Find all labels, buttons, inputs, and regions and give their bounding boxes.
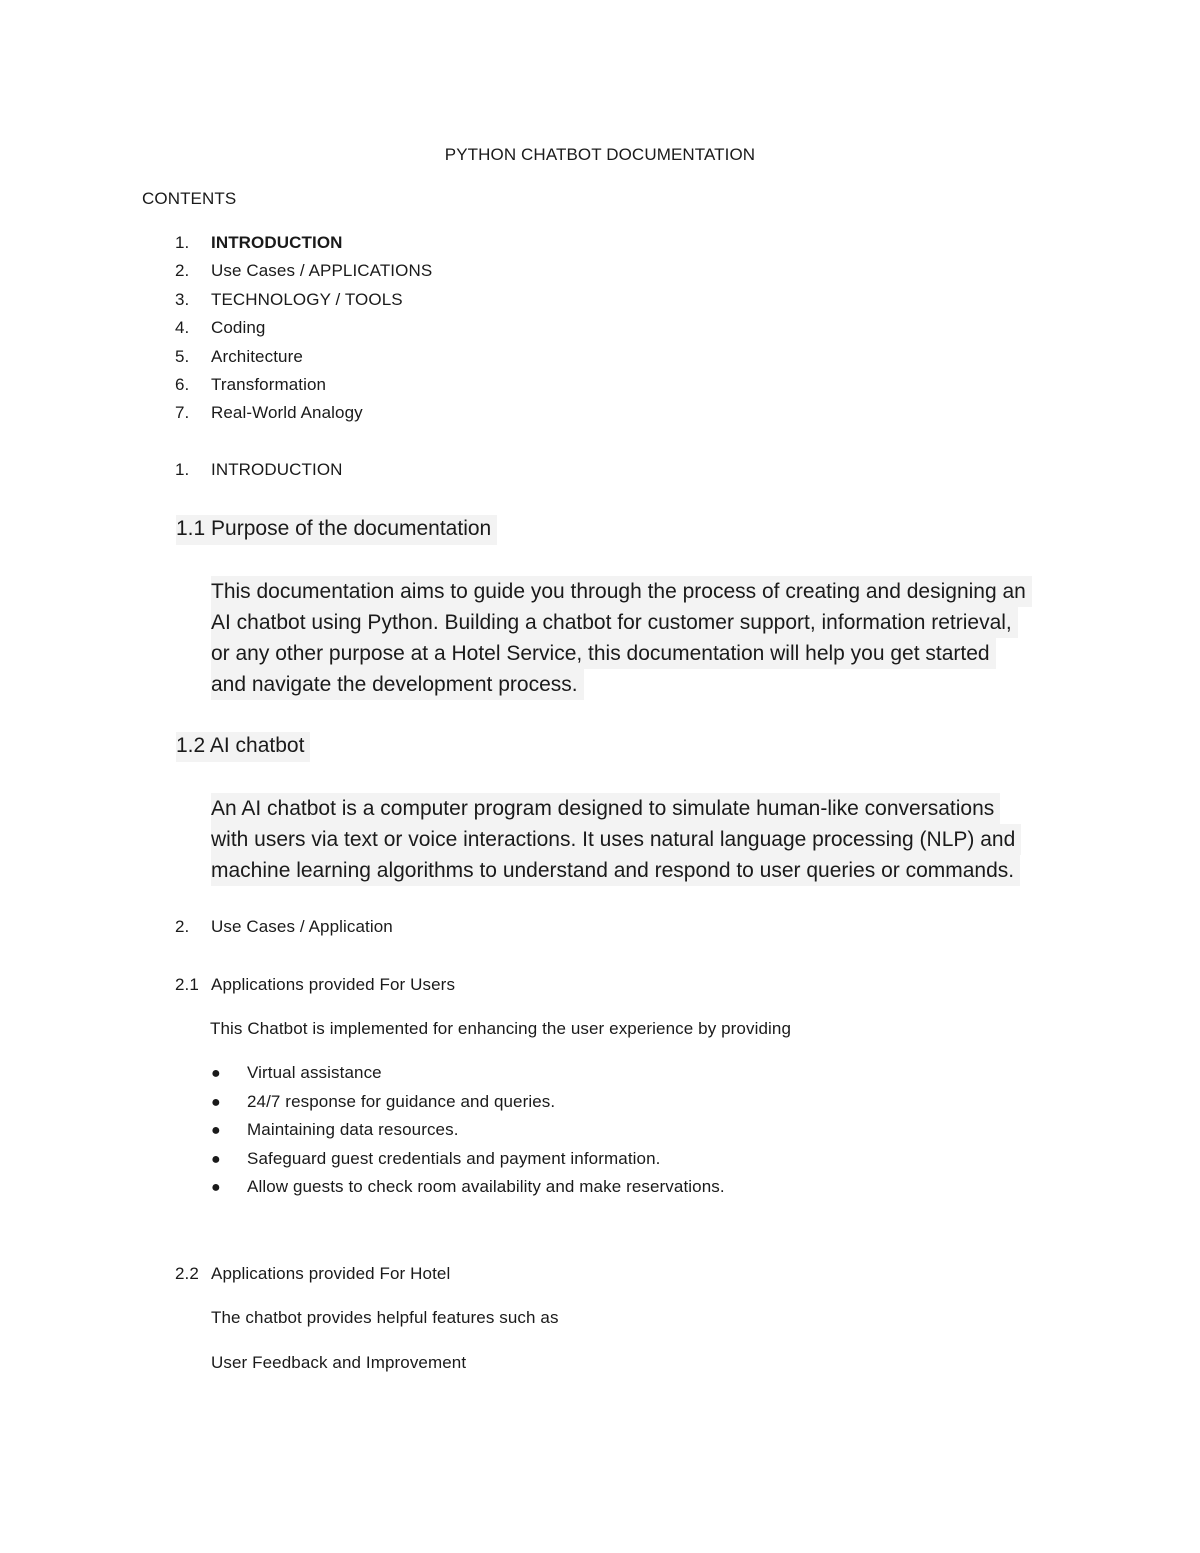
purpose-paragraph <box>211 576 1032 700</box>
list-item <box>211 1091 725 1120</box>
paragraph-line: with users via text or voice interactions. It uses natural language processing (NLP) and <box>211 824 1021 855</box>
toc-label: Real-World Analogy <box>211 403 363 423</box>
paragraph-line: This documentation aims to guide you through the process of creating and designing an <box>211 576 1032 607</box>
subsection-heading-hotel <box>175 1264 450 1284</box>
toc-label: INTRODUCTION <box>211 233 343 252</box>
paragraph-line: and navigate the development process. <box>211 669 584 700</box>
section-number: 1. <box>175 460 190 479</box>
toc-item <box>175 289 432 317</box>
toc-item <box>175 260 432 288</box>
document-title: PYTHON CHATBOT DOCUMENTATION <box>444 145 756 164</box>
section-title: Use Cases / Application <box>211 917 393 936</box>
hotel-intro-text: The chatbot provides helpful features such as <box>211 1308 559 1327</box>
bullet-icon: ● <box>211 1122 221 1140</box>
section-title: INTRODUCTION <box>211 460 343 479</box>
toc-item <box>175 317 432 345</box>
list-item-text: 24/7 response for guidance and queries. <box>247 1091 556 1111</box>
subsection-number: 2.1 <box>175 975 199 994</box>
list-item <box>211 1062 725 1091</box>
bullet-icon: ● <box>211 1093 221 1111</box>
paragraph-line: AI chatbot using Python. Building a chatbot for customer support, information retrieval, <box>211 607 1018 638</box>
subsection-heading-users <box>175 975 455 995</box>
paragraph-line: or any other purpose at a Hotel Service, this documentation will help you get started <box>211 638 996 669</box>
ai-chatbot-paragraph <box>211 793 1021 886</box>
subsection-number: 2.2 <box>175 1264 199 1283</box>
list-item <box>211 1148 725 1177</box>
subsection-title: Applications provided For Hotel <box>211 1264 451 1283</box>
toc-label: Architecture <box>211 346 303 366</box>
toc-number: 4. <box>175 318 190 338</box>
list-item <box>211 1119 725 1148</box>
bullet-icon: ● <box>211 1150 221 1168</box>
toc-item <box>175 374 432 402</box>
toc-label: TECHNOLOGY / TOOLS <box>211 289 403 309</box>
table-of-contents <box>175 232 432 431</box>
section-number: 2. <box>175 917 190 936</box>
toc-item <box>175 402 432 430</box>
toc-item <box>175 232 432 260</box>
toc-number: 6. <box>175 374 190 394</box>
list-item-text: Safeguard guest credentials and payment information. <box>247 1148 661 1168</box>
list-item-text: Allow guests to check room availability and make reservations. <box>247 1177 725 1197</box>
toc-number: 3. <box>175 289 190 309</box>
subsection-title: Applications provided For Users <box>211 975 456 994</box>
bullet-icon: ● <box>211 1065 221 1082</box>
paragraph-line: An AI chatbot is a computer program designed to simulate human-like conversations <box>211 793 1000 824</box>
user-applications-list <box>211 1062 725 1205</box>
toc-number: 7. <box>175 403 190 423</box>
toc-number: 2. <box>175 261 190 281</box>
toc-label: Coding <box>211 318 266 338</box>
toc-label: Use Cases / APPLICATIONS <box>211 261 433 281</box>
list-item-text: Maintaining data resources. <box>247 1120 459 1140</box>
hotel-feature-item: User Feedback and Improvement <box>211 1353 467 1372</box>
bullet-icon: ● <box>211 1179 221 1197</box>
section-heading-introduction <box>175 460 343 480</box>
toc-number: 5. <box>175 346 190 366</box>
list-item-text: Virtual assistance <box>247 1063 382 1082</box>
subsection-heading-ai-chatbot: 1.2 AI chatbot <box>176 732 310 762</box>
paragraph-line: machine learning algorithms to understand and respond to user queries or commands. <box>211 855 1020 886</box>
toc-item <box>175 346 432 374</box>
section-heading-use-cases <box>175 917 393 937</box>
users-intro-text: This Chatbot is implemented for enhancing the user experience by providing <box>210 1019 791 1038</box>
toc-label: Transformation <box>211 374 327 394</box>
contents-heading: CONTENTS <box>142 189 237 208</box>
toc-number: 1. <box>175 233 190 252</box>
list-item <box>211 1176 725 1205</box>
subsection-heading-purpose: 1.1 Purpose of the documentation <box>176 515 497 545</box>
